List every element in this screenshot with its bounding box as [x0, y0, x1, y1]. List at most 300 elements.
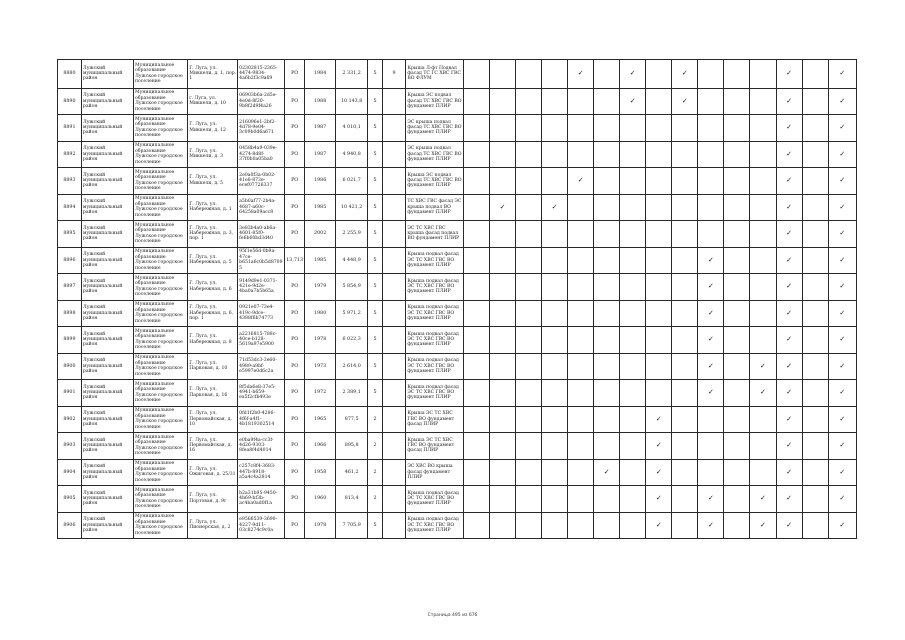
work-flag-cell [698, 459, 724, 486]
work-flag-cell [489, 486, 515, 513]
guid-cell: a5b0af77-2b4a-4687-a60c-64258a09acc8 [238, 194, 285, 221]
check-icon: ✓ [786, 467, 792, 476]
table-row [58, 380, 857, 407]
work-flag-cell [620, 327, 646, 354]
check-icon: ✓ [839, 388, 846, 397]
works-cell: Крыша подвал фасад ЭС ТС ХВС ГВС ВО фундамент ПЛИР [406, 327, 464, 354]
work-flag-cell [672, 459, 698, 486]
row-id: 8900 [58, 353, 82, 380]
work-flag-cell [750, 300, 776, 327]
year-cell: 1966 [305, 433, 335, 460]
guid-cell: 3e83b4a0-ab6a-4601-85f0-fe6b60bd3d40 [238, 221, 285, 248]
work-flag-cell [542, 141, 568, 168]
work-flag-cell [489, 194, 515, 221]
work-flag-cell [750, 406, 776, 433]
work-flag-cell [802, 274, 828, 301]
row-id: 8897 [58, 274, 82, 301]
row-id: 8903 [58, 433, 82, 460]
check-icon: ✓ [629, 69, 636, 78]
work-flag-cell [516, 406, 542, 433]
ownership-cell: РО [284, 433, 305, 460]
work-flag-cell [646, 353, 672, 380]
work-flag-cell [776, 115, 802, 142]
work-flag-cell [724, 300, 750, 327]
work-flag-cell [516, 274, 542, 301]
works-cell: Крыша Л-фт Подвал фасад ТС ГС ХВС ГВС ВО ФЛУМ [406, 60, 464, 89]
work-flag-cell [776, 168, 802, 195]
owner-cell: Муниципальное образование Лужское городское поселение [133, 406, 187, 433]
works-cell: Крыша ЭС подвал фасад ТС ХВС ГВС ВО фундамент ПЛИР [406, 88, 464, 115]
work-flag-cell [724, 168, 750, 195]
work-flag-cell [568, 433, 594, 460]
work-flag-cell [646, 433, 672, 460]
work-flag-cell [828, 141, 856, 168]
check-icon: ✓ [786, 361, 792, 370]
work-flag-cell [776, 300, 802, 327]
check-icon: ✓ [681, 69, 688, 78]
address-cell: Г. Луга, ул. Набережная, д. 8 [188, 327, 238, 354]
work-flag-cell [516, 88, 542, 115]
work-flag-cell [724, 486, 750, 513]
work-flag-cell [698, 141, 724, 168]
work-flag-cell [594, 168, 620, 195]
work-flag-cell [776, 512, 802, 539]
floors-cell: 5 [368, 274, 382, 301]
check-icon: ✓ [786, 494, 792, 503]
check-icon: ✓ [839, 176, 846, 185]
owner-cell: Муниципальное образование Лужское городское поселение [133, 300, 187, 327]
work-flag-cell [646, 247, 672, 274]
work-flag-cell [750, 115, 776, 142]
works-cell: Крыша ЭС подвал фасад ТС ХВС ГВС ВО фундамент ПЛИР [406, 168, 464, 195]
works-cell: Крыша подвал фасад ЭС ТС ХВС ГВС ВО фундамент ПЛИР [406, 300, 464, 327]
work-flag-cell [620, 300, 646, 327]
work-flag-cell [802, 60, 828, 89]
work-flag-cell [620, 60, 646, 89]
year-cell: 1978 [305, 327, 335, 354]
address-cell: Г. Луга, ул. Набережная, д. 3, пор. 1 [188, 221, 238, 248]
ownership-cell: РО [284, 380, 305, 407]
work-flag-cell [463, 512, 489, 539]
work-flag-cell [698, 327, 724, 354]
area-cell: 4 940,8 [335, 141, 368, 168]
work-flag-cell [568, 512, 594, 539]
check-icon: ✓ [786, 149, 792, 158]
work-flag-cell [750, 512, 776, 539]
row-id: 8906 [58, 512, 82, 539]
work-flag-cell [516, 247, 542, 274]
work-flag-cell [568, 221, 594, 248]
guid-cell: 0fd1f2b0-4286-4f6f-a4f1-4b1819302514 [238, 406, 285, 433]
work-flag-cell [802, 486, 828, 513]
table-row [58, 60, 857, 89]
work-flag-cell [776, 88, 802, 115]
work-flag-cell [489, 88, 515, 115]
work-flag-cell [594, 60, 620, 89]
row-id: 8894 [58, 194, 82, 221]
area-cell: 10 421,2 [335, 194, 368, 221]
work-flag-cell [516, 327, 542, 354]
guid-cell: c257c8f4-3683-447b-8918-a5a4c4a2814 [238, 459, 285, 486]
owner-cell: Муниципальное образование Лужское городское поселение [133, 459, 187, 486]
work-flag-cell [724, 141, 750, 168]
check-icon: ✓ [839, 69, 846, 78]
check-icon: ✓ [499, 202, 506, 211]
work-flag-cell [646, 88, 672, 115]
address-cell: Г. Луга, ул. Парковая, д. 16 [188, 380, 238, 407]
work-flag-cell [750, 221, 776, 248]
work-flag-cell [542, 221, 568, 248]
check-icon: ✓ [707, 308, 714, 317]
check-icon: ✓ [760, 388, 766, 397]
work-flag-cell [620, 380, 646, 407]
work-flag-cell [750, 60, 776, 89]
work-flag-cell [542, 486, 568, 513]
work-flag-cell [568, 194, 594, 221]
work-flag-cell [463, 221, 489, 248]
work-flag-cell [568, 327, 594, 354]
check-icon: ✓ [629, 96, 636, 105]
work-flag-cell [698, 512, 724, 539]
ownership-cell: РО [284, 512, 305, 539]
works-cell: Крыша подвал фасад ЭС ТС ХВС ГВС ВО фундамент ПЛИР [406, 380, 464, 407]
work-flag-cell [489, 327, 515, 354]
work-flag-cell [776, 221, 802, 248]
work-flag-cell [594, 406, 620, 433]
check-icon: ✓ [760, 361, 766, 370]
work-flag-cell [516, 459, 542, 486]
address-cell: Г. Луга, ул. Набережная, д. 1 [188, 194, 238, 221]
work-flag-cell [672, 300, 698, 327]
row-id: 8891 [58, 115, 82, 142]
owner-cell: Муниципальное образование Лужское городское поселение [133, 115, 187, 142]
work-flag-cell [594, 380, 620, 407]
work-flag-cell [750, 433, 776, 460]
work-flag-cell [828, 353, 856, 380]
floors-cell: 2 [368, 486, 382, 513]
work-flag-cell [489, 115, 515, 142]
work-flag-cell [802, 194, 828, 221]
work-flag-cell [802, 115, 828, 142]
guid-cell: 2e0a0f3a-0b02-41e8-873e-ecef07726337 [238, 168, 285, 195]
work-flag-cell [489, 274, 515, 301]
check-icon: ✓ [786, 414, 792, 423]
work-flag-cell [646, 459, 672, 486]
year-cell: 1988 [305, 88, 335, 115]
work-flag-cell [594, 353, 620, 380]
table-row [58, 327, 857, 354]
check-icon: ✓ [786, 335, 792, 344]
work-flag-cell [698, 380, 724, 407]
work-flag-cell [463, 60, 489, 89]
year-cell: 1965 [305, 406, 335, 433]
table-row [58, 141, 857, 168]
work-flag-cell [828, 486, 856, 513]
year-cell: 1987 [305, 141, 335, 168]
district-cell: Лужский муниципальный район [81, 194, 133, 221]
ownership-cell: РО [284, 300, 305, 327]
work-flag-cell [646, 406, 672, 433]
year-cell: 1980 [305, 300, 335, 327]
work-flag-cell [698, 221, 724, 248]
guid-cell: 0921e07-73e4-419c-9dce-4388f6b74773 [238, 300, 285, 327]
year-cell: 1960 [305, 486, 335, 513]
work-flag-cell [620, 221, 646, 248]
table-row [58, 115, 857, 142]
address-cell: Г. Луга, ул. Миккели, д. 12 [188, 115, 238, 142]
address-cell: Г. Луга, ул. Миккели, д. 1, пор. 1 [188, 60, 238, 89]
work-flag-cell [828, 247, 856, 274]
area-cell: 5 971,2 [335, 300, 368, 327]
year-cell: 1972 [305, 380, 335, 407]
row-id: 8899 [58, 327, 82, 354]
district-cell: Лужский муниципальный район [81, 60, 133, 89]
ownership-cell: РО [284, 406, 305, 433]
works-cell: Крыша подвал фасад ЭС ТС ХВС ГВС ВО фундамент ПЛИР [406, 353, 464, 380]
floors-cell: 5 [368, 115, 382, 142]
area-cell: 895,8 [335, 433, 368, 460]
work-flag-cell [750, 380, 776, 407]
work-flag-cell [516, 300, 542, 327]
district-cell: Лужский муниципальный район [81, 300, 133, 327]
work-flag-cell [828, 459, 856, 486]
work-flag-cell [672, 194, 698, 221]
check-icon: ✓ [839, 123, 846, 132]
work-flag-cell [802, 512, 828, 539]
work-flag-cell [672, 141, 698, 168]
work-flag-cell [698, 433, 724, 460]
floors-cell: 5 [368, 60, 382, 89]
entrances-cell [382, 327, 406, 354]
work-flag-cell [750, 88, 776, 115]
work-flag-cell [542, 274, 568, 301]
district-cell: Лужский муниципальный район [81, 88, 133, 115]
ownership-cell: РО [284, 327, 305, 354]
work-flag-cell [542, 512, 568, 539]
work-flag-cell [463, 380, 489, 407]
work-flag-cell [646, 300, 672, 327]
check-icon: ✓ [839, 202, 846, 211]
check-icon: ✓ [707, 361, 714, 370]
works-cell: Крыша ЭС ТС ХВС ГВС ВО фундамент фасад ПЛИР [406, 433, 464, 460]
address-cell: Г. Луга, ул. Парковая, д. 10 [188, 353, 238, 380]
work-flag-cell [463, 141, 489, 168]
check-icon: ✓ [839, 282, 846, 291]
check-icon: ✓ [551, 202, 558, 211]
entrances-cell [382, 406, 406, 433]
work-flag-cell [672, 353, 698, 380]
work-flag-cell [828, 168, 856, 195]
ownership-cell: РО [284, 459, 305, 486]
work-flag-cell [828, 194, 856, 221]
ownership-cell: РО [284, 221, 305, 248]
address-cell: Г. Луга, ул. Портовая, д. 9г [188, 486, 238, 513]
area-cell: 813,4 [335, 486, 368, 513]
owner-cell: Муниципальное образование Лужское городское поселение [133, 247, 187, 274]
entrances-cell [382, 433, 406, 460]
work-flag-cell [568, 380, 594, 407]
check-icon: ✓ [839, 229, 846, 238]
work-flag-cell [828, 380, 856, 407]
year-cell: 1985 [305, 247, 335, 274]
work-flag-cell [750, 168, 776, 195]
work-flag-cell [568, 60, 594, 89]
guid-cell: e9566539-3690-4227-9d11-03c8274c9c0a [238, 512, 285, 539]
work-flag-cell [516, 60, 542, 89]
check-icon: ✓ [839, 255, 846, 264]
guid-cell: 71d53dc3-3e60-4989-a9bf-e5997e0d6c2a [238, 353, 285, 380]
check-icon: ✓ [839, 441, 846, 450]
table-row [58, 88, 857, 115]
work-flag-cell [542, 300, 568, 327]
repair-program-table [57, 59, 857, 539]
entrances-cell [382, 380, 406, 407]
work-flag-cell [594, 486, 620, 513]
owner-cell: Муниципальное образование Лужское городское поселение [133, 168, 187, 195]
area-cell: 4 448,9 [335, 247, 368, 274]
check-icon: ✓ [839, 467, 846, 476]
row-id: 8896 [58, 247, 82, 274]
work-flag-cell [594, 327, 620, 354]
owner-cell: Муниципальное образование Лужское городское поселение [133, 141, 187, 168]
address-cell: Г. Луга, ул. Набережная, д. 6 [188, 274, 238, 301]
work-flag-cell [828, 300, 856, 327]
work-flag-cell [516, 486, 542, 513]
check-icon: ✓ [760, 494, 766, 503]
floors-cell: 2 [368, 406, 382, 433]
guid-cell: 06903b6a-2d5e-4e0d-8f20-9b8f2d9f4a26 [238, 88, 285, 115]
ownership-cell: РО [284, 141, 305, 168]
row-id: 8895 [58, 221, 82, 248]
work-flag-cell [542, 380, 568, 407]
floors-cell: 5 [368, 168, 382, 195]
work-flag-cell [672, 168, 698, 195]
work-flag-cell [828, 221, 856, 248]
work-flag-cell [802, 221, 828, 248]
floors-cell: 5 [368, 380, 382, 407]
work-flag-cell [620, 486, 646, 513]
ownership-cell: РО [284, 194, 305, 221]
year-cell: 1979 [305, 274, 335, 301]
work-flag-cell [750, 353, 776, 380]
address-cell: Г. Луга, ул. Миккели, д. 5 [188, 168, 238, 195]
work-flag-cell [672, 327, 698, 354]
guid-cell: e0ba9f4a-cc3f-4d26-9303-8fea8f4d4014 [238, 433, 285, 460]
work-flag-cell [463, 300, 489, 327]
work-flag-cell [542, 194, 568, 221]
table-row [58, 512, 857, 539]
works-cell: Крыша подвал фасад ЭС ТС ХВС ГВС ВО фундамент ПЛИР [406, 512, 464, 539]
work-flag-cell [698, 247, 724, 274]
work-flag-cell [516, 115, 542, 142]
district-cell: Лужский муниципальный район [81, 486, 133, 513]
work-flag-cell [750, 327, 776, 354]
check-icon: ✓ [786, 176, 792, 185]
work-flag-cell [542, 406, 568, 433]
work-flag-cell [724, 433, 750, 460]
work-flag-cell [620, 115, 646, 142]
district-cell: Лужский муниципальный район [81, 353, 133, 380]
owner-cell: Муниципальное образование Лужское городское поселение [133, 486, 187, 513]
work-flag-cell [646, 274, 672, 301]
work-flag-cell [516, 433, 542, 460]
table-row [58, 274, 857, 301]
work-flag-cell [724, 459, 750, 486]
owner-cell: Муниципальное образование Лужское городское поселение [133, 88, 187, 115]
work-flag-cell [620, 274, 646, 301]
check-icon: ✓ [681, 96, 688, 105]
work-flag-cell [489, 300, 515, 327]
address-cell: Г. Луга, ул. Миккели, д. 3 [188, 141, 238, 168]
work-flag-cell [594, 247, 620, 274]
work-flag-cell [802, 141, 828, 168]
table-row [58, 459, 857, 486]
works-cell: Крыша подвал фасад ЭС ТС ХВС ГВС ВО фундамент ПЛИР [406, 486, 464, 513]
work-flag-cell [802, 327, 828, 354]
work-flag-cell [828, 115, 856, 142]
check-icon: ✓ [786, 255, 792, 264]
floors-cell: 5 [368, 512, 382, 539]
row-id: 8880 [58, 60, 82, 89]
work-flag-cell [489, 60, 515, 89]
year-cell: 1987 [305, 115, 335, 142]
work-flag-cell [776, 247, 802, 274]
check-icon: ✓ [839, 361, 846, 370]
work-flag-cell [802, 300, 828, 327]
check-icon: ✓ [707, 388, 714, 397]
check-icon: ✓ [655, 441, 662, 450]
entrances-cell [382, 221, 406, 248]
check-icon: ✓ [839, 149, 846, 158]
table-row [58, 486, 857, 513]
work-flag-cell [646, 512, 672, 539]
work-flag-cell [802, 247, 828, 274]
work-flag-cell [516, 194, 542, 221]
row-id: 8893 [58, 168, 82, 195]
check-icon: ✓ [655, 467, 662, 476]
work-flag-cell [776, 459, 802, 486]
district-cell: Лужский муниципальный район [81, 274, 133, 301]
work-flag-cell [463, 115, 489, 142]
check-icon: ✓ [655, 494, 662, 503]
owner-cell: Муниципальное образование Лужское городское поселение [133, 380, 187, 407]
work-flag-cell [802, 168, 828, 195]
work-flag-cell [594, 433, 620, 460]
area-cell: 5 854,9 [335, 274, 368, 301]
works-cell: ЭС крыша подвал фасад ТС ХВС ГВС ВО фундамент ПЛИР [406, 115, 464, 142]
work-flag-cell [516, 168, 542, 195]
area-cell: 2 389,1 [335, 380, 368, 407]
work-flag-cell [620, 168, 646, 195]
work-flag-cell [542, 168, 568, 195]
guid-cell: 95f1e56d-0b9a-47ce-b651a6c0b5d87095 [238, 247, 285, 274]
ownership-cell: 13,713 [284, 247, 305, 274]
work-flag-cell [646, 141, 672, 168]
work-flag-cell [463, 459, 489, 486]
check-icon: ✓ [786, 96, 792, 105]
work-flag-cell [489, 353, 515, 380]
entrances-cell [382, 353, 406, 380]
work-flag-cell [802, 433, 828, 460]
work-flag-cell [542, 433, 568, 460]
ownership-cell: РО [284, 353, 305, 380]
year-cell: 1986 [305, 168, 335, 195]
work-flag-cell [646, 327, 672, 354]
check-icon: ✓ [655, 520, 662, 529]
work-flag-cell [489, 168, 515, 195]
work-flag-cell [489, 380, 515, 407]
work-flag-cell [672, 88, 698, 115]
